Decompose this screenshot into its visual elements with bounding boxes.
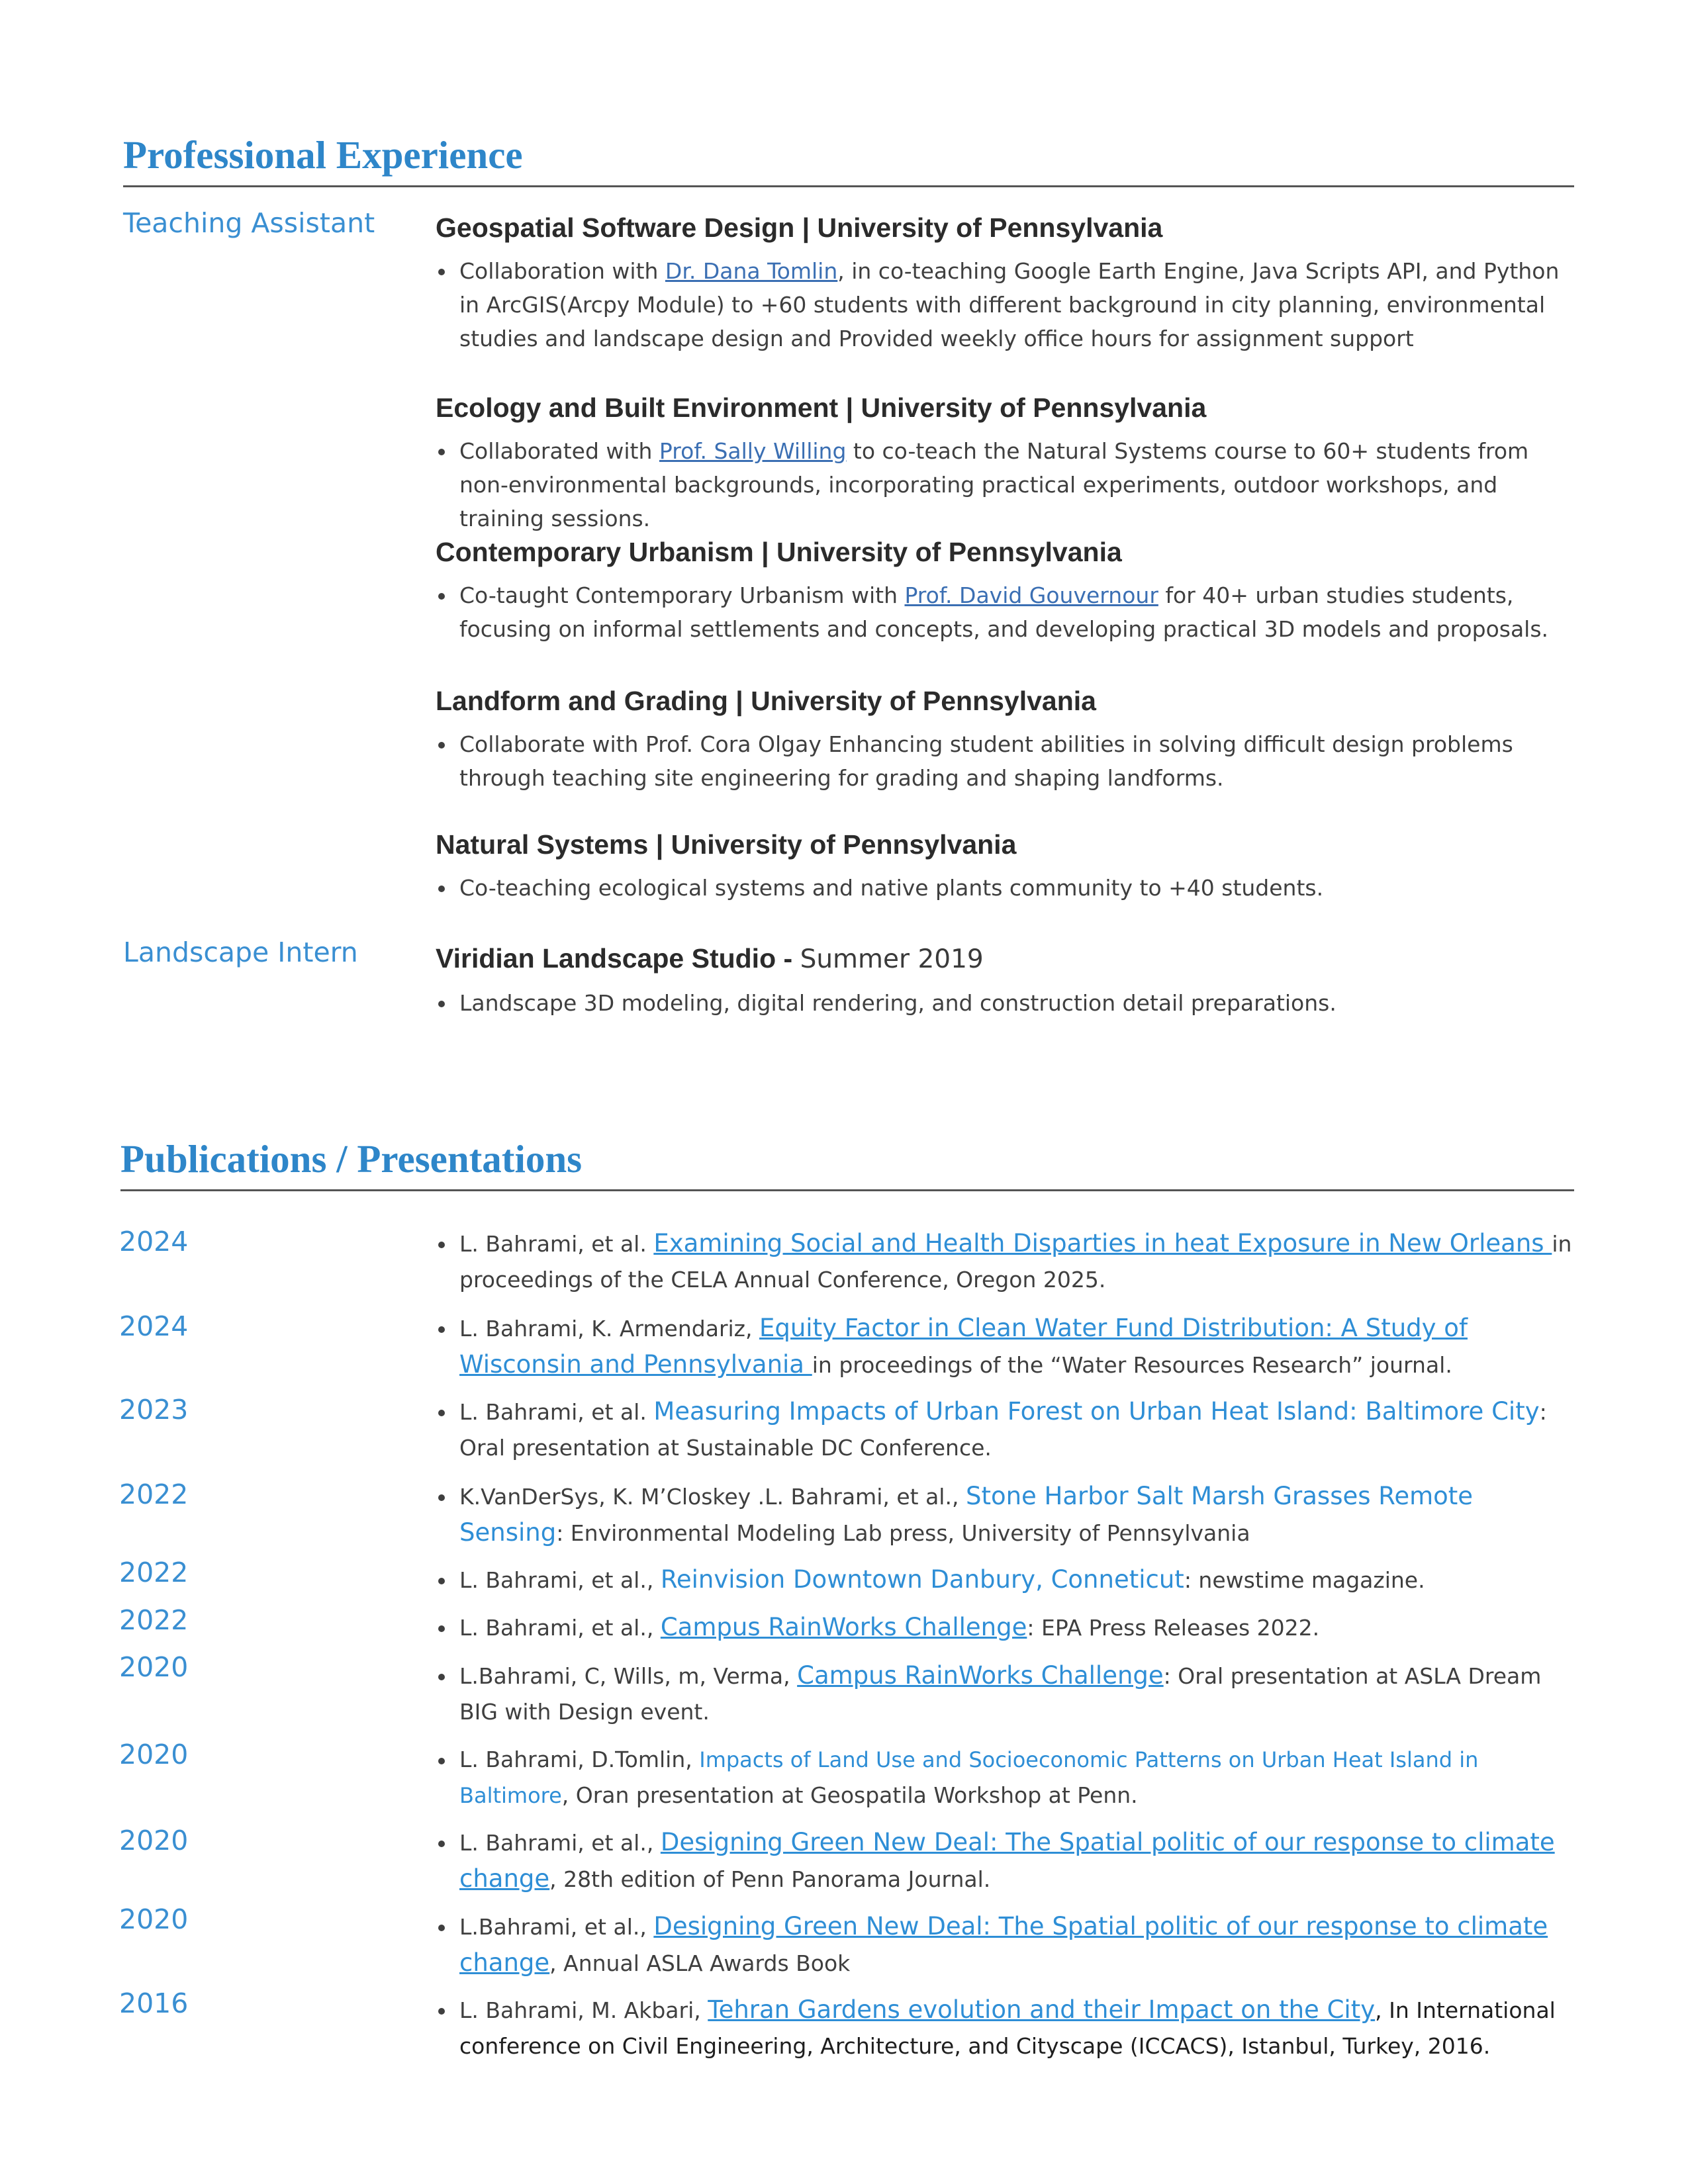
role-landscape-intern: Landscape Intern — [123, 936, 358, 968]
publication-item: L. Bahrami, et al., Designing Green New Deal: The Spatial politic of our response to climate change, 28th edition of Penn Panorama Journal. — [436, 1825, 1574, 1897]
pub-year: 2022 — [119, 1604, 189, 1636]
publication-link[interactable]: Equity Factor in Clean Water Fund Distribution: A Study of Wisconsin and Pennsylvania — [459, 1314, 1468, 1379]
pub-year: 2023 — [119, 1394, 189, 1426]
publication-link[interactable]: Reinvision Downtown Danbury, Conneticut — [660, 1565, 1184, 1594]
publication-link[interactable]: Designing Green New Deal: The Spatial politic of our response to climate change — [459, 1912, 1548, 1977]
publication-link[interactable]: Campus RainWorks Challenge — [797, 1661, 1164, 1690]
publication-link[interactable]: Designing Green New Deal: The Spatial politic of our response to climate change — [459, 1828, 1555, 1893]
entry-bullet: Co-teaching ecological systems and native plants community to +40 students. — [436, 871, 1574, 905]
entry-heading: Landform and Grading | University of Pennsylvania — [436, 686, 1096, 716]
experience-entry — [436, 684, 1574, 795]
experience-entry — [436, 827, 1574, 905]
entry-heading: Ecology and Built Environment | University of Pennsylvania — [436, 392, 1207, 423]
publication-item: L. Bahrami, et al. Examining Social and Health Disparties in heat Exposure in New Orleans in proceedings of the CELA Annual Conference, Oregon 2025. — [436, 1226, 1574, 1298]
publications-section-title: Publications / Presentations — [120, 1137, 583, 1181]
publication-item: L.Bahrami, et al., Designing Green New Deal: The Spatial politic of our response to climate change, Annual ASLA Awards Book — [436, 1909, 1574, 1981]
pub-year: 2022 — [119, 1479, 189, 1510]
publication-item: L. Bahrami, D.Tomlin, Impacts of Land Use and Socioeconomic Patterns on Urban Heat Island in Baltimore, Oran presentation at Geospatila Workshop at Penn. — [436, 1742, 1574, 1813]
collaborator-link[interactable]: Prof. Sally Willing — [659, 438, 847, 464]
publication-item: L. Bahrami, K. Armendariz, Equity Factor in Clean Water Fund Distribution: A Study of Wisconsin and Pennsylvania in proceedings of the “Water Resources Research” journal. — [436, 1310, 1574, 1383]
experience-entry — [436, 210, 1574, 355]
entry-date: Summer 2019 — [800, 944, 984, 974]
entry-heading: Geospatial Software Design | University of Pennsylvania — [436, 212, 1163, 243]
entry-bullet: Co-taught Contemporary Urbanism with Prof. David Gouvernour for 40+ urban studies students, focusing on informal settlements and concepts, and developing practical 3D models and proposals. — [436, 578, 1574, 646]
entry-heading: Viridian Landscape Studio - Summer 2019 — [436, 943, 984, 974]
pub-year: 2020 — [119, 1651, 189, 1683]
collaborator-link[interactable]: Dr. Dana Tomlin — [665, 258, 838, 284]
experience-entry — [436, 390, 1574, 535]
publication-item: K.VanDerSys, K. M’Closkey .L. Bahrami, et al., Stone Harbor Salt Marsh Grasses Remote Sensing: Environmental Modeling Lab press, University of Pennsylvania — [436, 1479, 1574, 1551]
publication-link[interactable]: Stone Harbor Salt Marsh Grasses Remote Sensing — [459, 1482, 1474, 1547]
publication-link[interactable]: Examining Social and Health Disparties in heat Exposure in New Orleans — [653, 1229, 1552, 1257]
publication-link[interactable]: Tehran Gardens evolution and their Impact on the City — [708, 1995, 1376, 2024]
publication-item: L. Bahrami, et al. Measuring Impacts of Urban Forest on Urban Heat Island: Baltimore City: Oral presentation at Sustainable DC Conference. — [436, 1394, 1574, 1466]
publication-link[interactable]: Measuring Impacts of Urban Forest on Urban Heat Island: Baltimore City — [653, 1397, 1540, 1426]
entry-bullet: Collaborated with Prof. Sally Willing to co-teach the Natural Systems course to 60+ students from non-environmental backgrounds, incorporating practical experiments, outdoor workshops, and training sessions. — [436, 434, 1574, 535]
pub-year: 2016 — [119, 1987, 189, 2019]
pub-year: 2022 — [119, 1557, 189, 1588]
entry-heading: Contemporary Urbanism | University of Pennsylvania — [436, 537, 1122, 567]
publication-link[interactable]: Impacts of Land Use and Socioeconomic Patterns on Urban Heat Island in Baltimore — [459, 1747, 1479, 1808]
pub-year: 2020 — [119, 1739, 189, 1770]
experience-section-title: Professional Experience — [123, 133, 523, 177]
publication-item: L. Bahrami, et al., Reinvision Downtown Danbury, Conneticut: newstime magazine. — [436, 1562, 1574, 1598]
publication-link[interactable]: Campus RainWorks Challenge — [660, 1613, 1027, 1641]
pub-year: 2024 — [119, 1310, 189, 1342]
publications-divider — [120, 1189, 1574, 1191]
pub-year: 2024 — [119, 1226, 189, 1257]
entry-bullet: Collaborate with Prof. Cora Olgay Enhancing student abilities in solving difficult design problems through teaching site engineering for grading and shaping landforms. — [436, 727, 1574, 795]
experience-entry — [436, 941, 1574, 1020]
publication-item: L. Bahrami, et al., Campus RainWorks Challenge: EPA Press Releases 2022. — [436, 1610, 1574, 1646]
experience-entry — [436, 535, 1574, 646]
publication-item: L. Bahrami, M. Akbari, Tehran Gardens evolution and their Impact on the City, In International conference on Civil Engineering, Architecture, and Cityscape (ICCACS), Istanbul, Turkey, 2016. — [436, 1992, 1574, 2064]
entry-bullet: Collaboration with Dr. Dana Tomlin, in co-teaching Google Earth Engine, Java Scripts API, and Python in ArcGIS(Arcpy Module) to +60 students with different background in city planning, environmental studies and landscape design and Provided weekly office hours for assignment support — [436, 254, 1574, 355]
role-teaching-assistant: Teaching Assistant — [123, 207, 375, 239]
pub-year: 2020 — [119, 1825, 189, 1856]
entry-bullet: Landscape 3D modeling, digital rendering, and construction detail preparations. — [436, 986, 1574, 1020]
entry-heading: Natural Systems | University of Pennsylvania — [436, 829, 1017, 860]
experience-divider — [123, 185, 1574, 187]
collaborator-link[interactable]: Prof. David Gouvernour — [904, 582, 1158, 608]
publication-item: L.Bahrami, C, Wills, m, Verma, Campus RainWorks Challenge: Oral presentation at ASLA Dream BIG with Design event. — [436, 1658, 1574, 1730]
pub-year: 2020 — [119, 1903, 189, 1935]
